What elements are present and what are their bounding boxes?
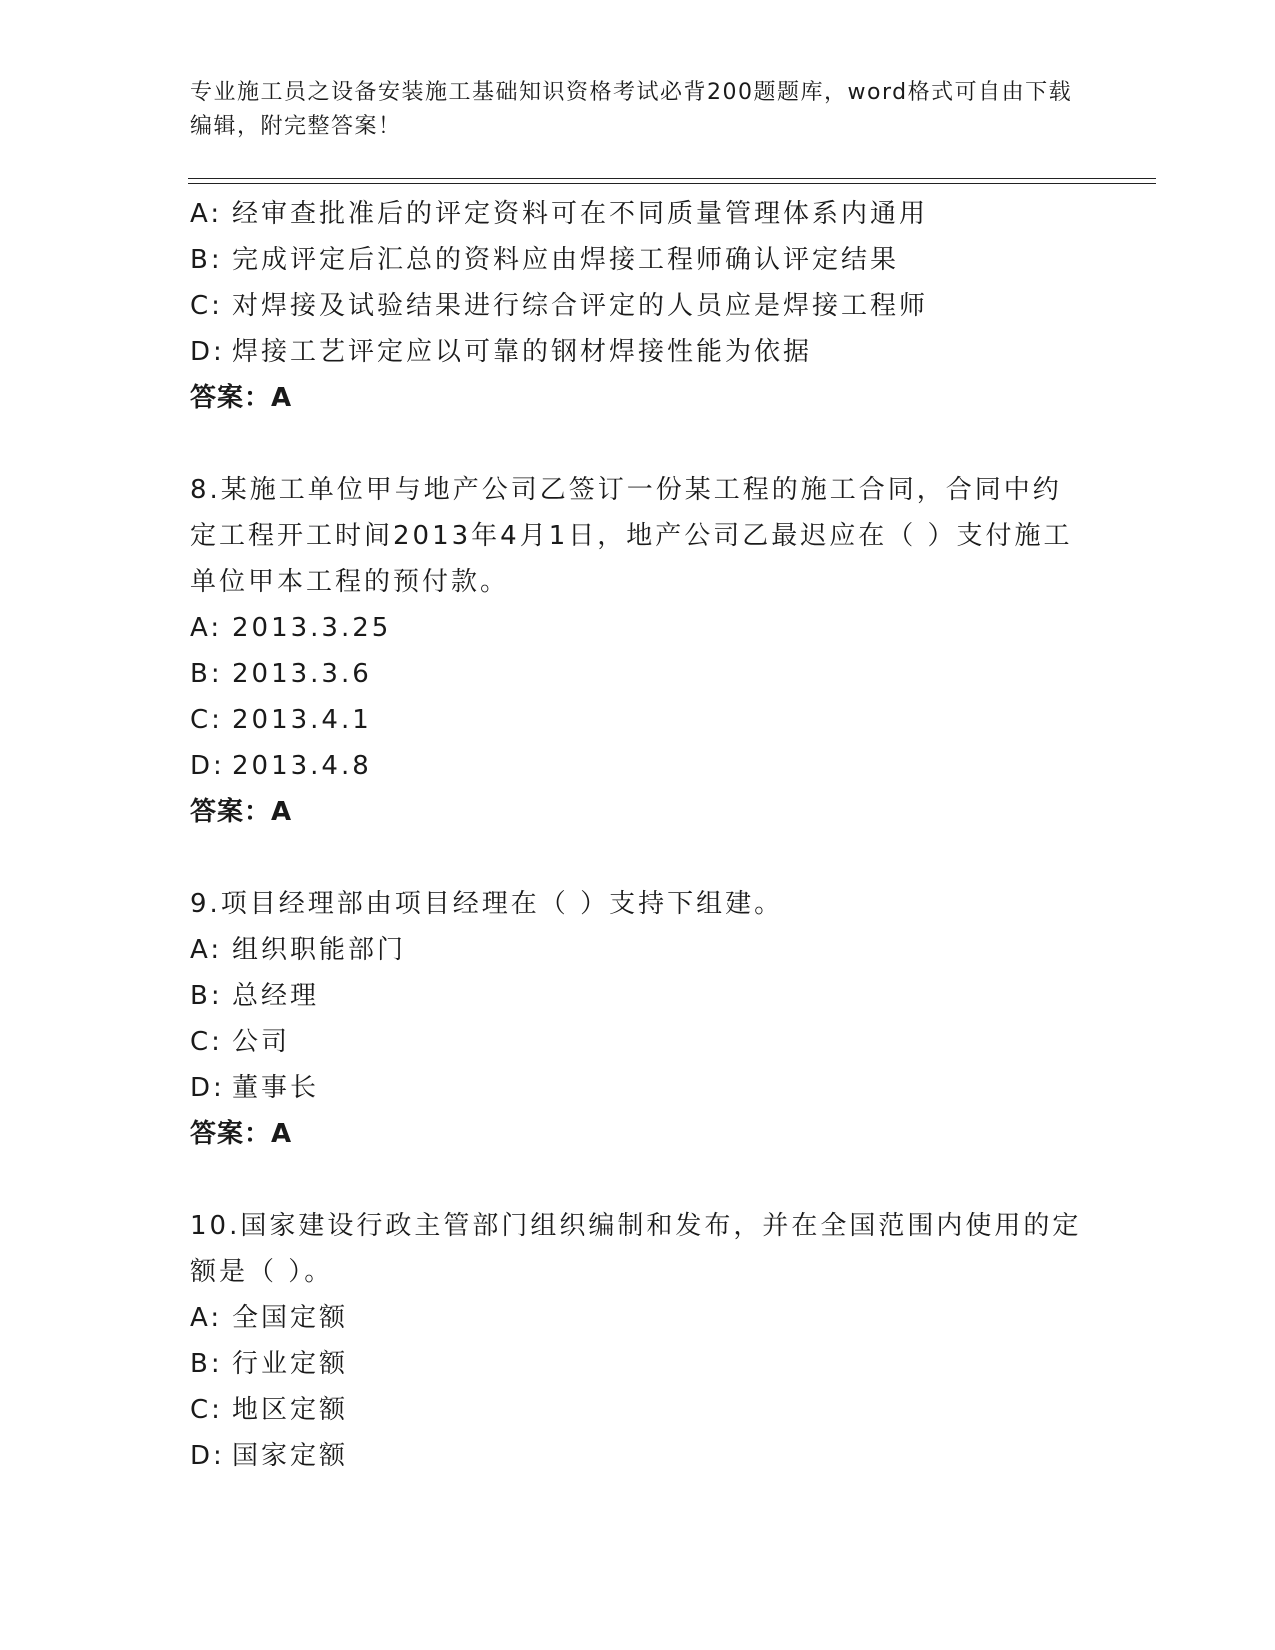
option-a bbox=[190, 191, 1090, 237]
option-b bbox=[190, 651, 1090, 697]
option-d bbox=[190, 743, 1090, 789]
option-a bbox=[190, 1295, 1090, 1341]
option-letter: D: bbox=[190, 1441, 225, 1471]
question-9-block bbox=[190, 881, 1090, 1157]
option-letter: C: bbox=[190, 705, 223, 735]
option-text: 2013.3.25 bbox=[232, 613, 392, 643]
option-text: 2013.4.8 bbox=[232, 751, 372, 781]
spacer bbox=[190, 421, 1090, 467]
option-d bbox=[190, 1065, 1090, 1111]
option-letter: A: bbox=[190, 935, 223, 965]
option-text: 行业定额 bbox=[232, 1349, 349, 1379]
document-header: 专业施工员之设备安装施工基础知识资格考试必背200题题库，word格式可自由下载编辑，附完整答案！ bbox=[190, 80, 1073, 139]
option-letter: C: bbox=[190, 291, 223, 321]
option-c bbox=[190, 283, 1090, 329]
spacer bbox=[190, 835, 1090, 881]
answer-line: 答案：A bbox=[190, 1119, 293, 1149]
option-text: 董事长 bbox=[232, 1073, 320, 1103]
option-b bbox=[190, 1341, 1090, 1387]
question-list bbox=[190, 191, 1090, 1479]
option-text: 国家定额 bbox=[232, 1441, 349, 1471]
option-text: 2013.3.6 bbox=[232, 659, 372, 689]
option-text: 焊接工艺评定应以可靠的钢材焊接性能为依据 bbox=[232, 337, 813, 367]
option-text: 地区定额 bbox=[232, 1395, 349, 1425]
option-letter: D: bbox=[190, 337, 225, 367]
option-letter: B: bbox=[190, 981, 223, 1011]
header-rule-top bbox=[188, 178, 1156, 179]
question-8-block bbox=[190, 467, 1090, 835]
option-a bbox=[190, 605, 1090, 651]
option-letter: B: bbox=[190, 659, 223, 689]
option-text: 组织职能部门 bbox=[232, 935, 407, 965]
option-c bbox=[190, 1387, 1090, 1433]
option-text: 总经理 bbox=[232, 981, 320, 1011]
option-letter: B: bbox=[190, 1349, 223, 1379]
question-stem: 10.国家建设行政主管部门组织编制和发布，并在全国范围内使用的定额是（ ）。 bbox=[190, 1211, 1082, 1287]
option-text: 完成评定后汇总的资料应由焊接工程师确认评定结果 bbox=[232, 245, 900, 275]
option-c bbox=[190, 697, 1090, 743]
option-c bbox=[190, 1019, 1090, 1065]
option-letter: A: bbox=[190, 1303, 223, 1333]
option-letter: C: bbox=[190, 1395, 223, 1425]
option-d bbox=[190, 1433, 1090, 1479]
option-letter: D: bbox=[190, 1073, 225, 1103]
option-letter: A: bbox=[190, 199, 223, 229]
answer-line: 答案：A bbox=[190, 797, 293, 827]
option-letter: A: bbox=[190, 613, 223, 643]
option-b bbox=[190, 237, 1090, 283]
option-text: 全国定额 bbox=[232, 1303, 349, 1333]
option-letter: B: bbox=[190, 245, 223, 275]
option-a bbox=[190, 927, 1090, 973]
option-letter: D: bbox=[190, 751, 225, 781]
option-text: 公司 bbox=[232, 1027, 291, 1057]
option-d bbox=[190, 329, 1090, 375]
option-text: 经审查批准后的评定资料可在不同质量管理体系内通用 bbox=[232, 199, 929, 229]
header-rule-bottom bbox=[188, 183, 1156, 184]
question-7-block bbox=[190, 191, 1090, 421]
answer-line: 答案：A bbox=[190, 383, 293, 413]
spacer bbox=[190, 1157, 1090, 1203]
question-10-block bbox=[190, 1203, 1090, 1479]
question-stem: 8.某施工单位甲与地产公司乙签订一份某工程的施工合同，合同中约定工程开工时间2013年4月1日，地产公司乙最迟应在（ ）支付施工单位甲本工程的预付款。 bbox=[190, 475, 1073, 597]
option-b bbox=[190, 973, 1090, 1019]
option-text: 2013.4.1 bbox=[232, 705, 372, 735]
option-letter: C: bbox=[190, 1027, 223, 1057]
option-text: 对焊接及试验结果进行综合评定的人员应是焊接工程师 bbox=[232, 291, 929, 321]
question-stem: 9.项目经理部由项目经理在（ ）支持下组建。 bbox=[190, 889, 784, 919]
